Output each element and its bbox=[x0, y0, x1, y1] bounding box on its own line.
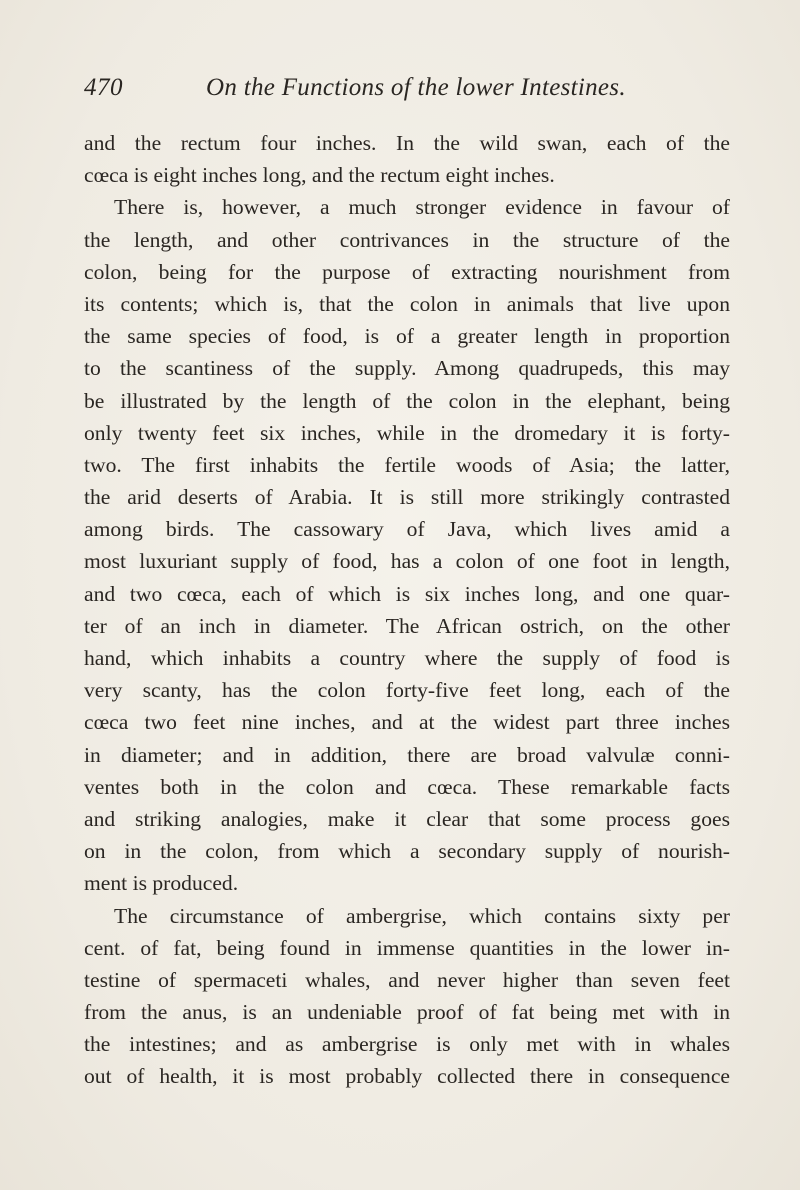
text-line: the same species of food, is of a greater length in proportion bbox=[84, 324, 730, 349]
text-line: ventes both in the colon and cœca. These remarkable facts bbox=[84, 774, 730, 799]
text-line: most luxuriant supply of food, has a colon of one foot in length, bbox=[84, 549, 730, 574]
text-line: only twenty feet six inches, while in the dromedary it is forty- bbox=[84, 420, 730, 445]
text-line: among birds. The cassowary of Java, which lives amid a bbox=[84, 517, 730, 542]
text-line: colon, being for the purpose of extracting nourishment from bbox=[84, 259, 730, 284]
body-text bbox=[84, 127, 730, 1093]
text-line: ter of an inch in diameter. The African ostrich, on the other bbox=[84, 613, 730, 638]
text-line: testine of spermaceti whales, and never higher than seven feet bbox=[84, 967, 730, 992]
text-line: cœca is eight inches long, and the rectum eight inches. bbox=[84, 163, 555, 188]
text-line: in diameter; and in addition, there are broad valvulæ conni- bbox=[84, 742, 730, 767]
running-title: On the Functions of the lower Intestines. bbox=[206, 74, 626, 101]
text-line: and two cœca, each of which is six inches long, and one quar- bbox=[84, 581, 730, 606]
text-line: to the scantiness of the supply. Among quadrupeds, this may bbox=[84, 356, 730, 381]
text-line: on in the colon, from which a secondary supply of nourish- bbox=[84, 839, 730, 864]
page-header bbox=[84, 74, 740, 110]
text-line: out of health, it is most probably collected there in consequence bbox=[84, 1064, 730, 1089]
text-line: cent. of fat, being found in immense quantities in the lower in- bbox=[84, 935, 730, 960]
text-line: the arid deserts of Arabia. It is still more strikingly contrasted bbox=[84, 485, 730, 510]
text-line: two. The first inhabits the fertile woods of Asia; the latter, bbox=[84, 452, 730, 477]
text-line: its contents; which is, that the colon in animals that live upon bbox=[84, 291, 730, 316]
page-number: 470 bbox=[84, 74, 123, 101]
text-line: cœca two feet nine inches, and at the widest part three inches bbox=[84, 710, 730, 735]
text-line: the length, and other contrivances in the structure of the bbox=[84, 227, 730, 252]
text-line: ment is produced. bbox=[84, 871, 239, 896]
text-line: from the anus, is an undeniable proof of fat being met with in bbox=[84, 1000, 730, 1025]
text-line: and the rectum four inches. In the wild swan, each of the bbox=[84, 131, 730, 155]
text-line: be illustrated by the length of the colon in the elephant, being bbox=[84, 388, 730, 413]
text-line: very scanty, has the colon forty-five feet long, each of the bbox=[84, 678, 730, 703]
text-line: and striking analogies, make it clear that some process goes bbox=[84, 806, 730, 831]
text-line: hand, which inhabits a country where the supply of food is bbox=[84, 646, 730, 670]
text-line: The circumstance of ambergrise, which contains sixty per bbox=[114, 903, 730, 928]
text-line: There is, however, a much stronger evidence in favour of bbox=[114, 195, 730, 220]
text-line: the intestines; and as ambergrise is only met with in whales bbox=[84, 1032, 730, 1057]
